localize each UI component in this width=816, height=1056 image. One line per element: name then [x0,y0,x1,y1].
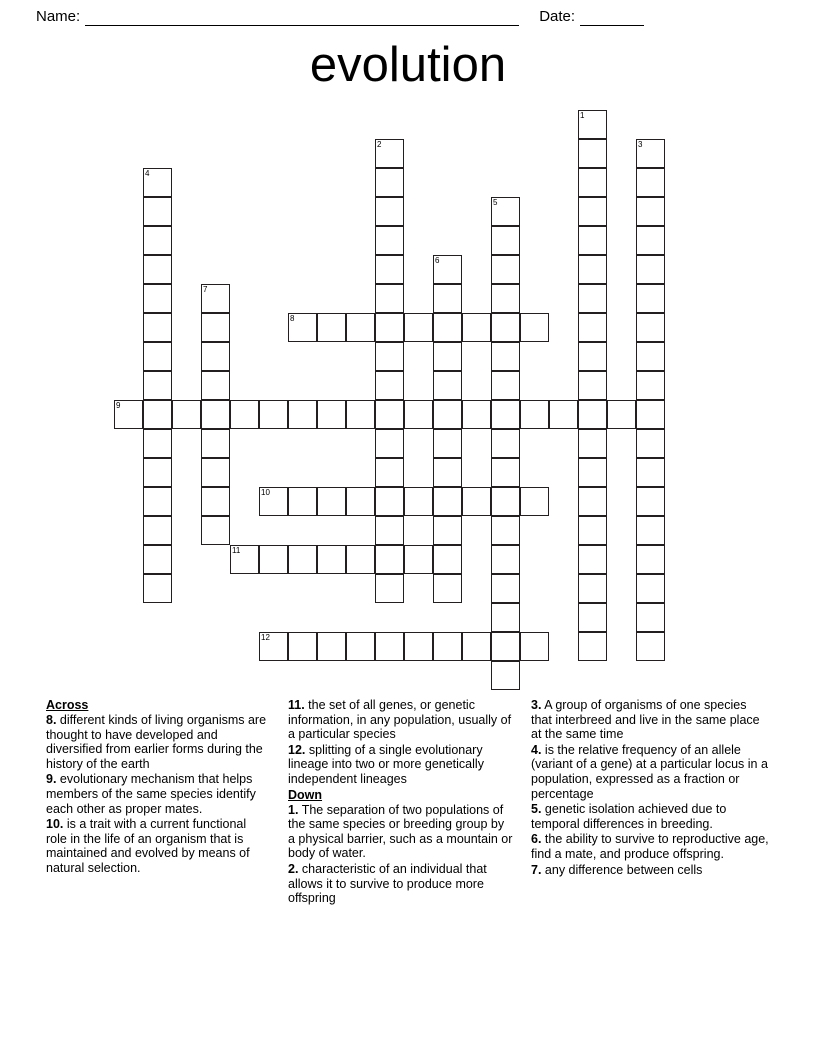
grid-cell[interactable] [578,342,607,371]
down-heading: Down [288,787,323,802]
across-heading: Across [46,698,89,712]
clue-text: evolutionary mechanism that helps members of the same species identify each other as proper mates. [46,772,256,816]
clue-text: different kinds of living organisms are thought to have developed and diversified from earlier forms during the history of the earth [46,713,267,771]
grid-cell[interactable] [636,429,665,458]
grid-cell[interactable] [375,632,404,661]
grid-cell[interactable] [317,487,346,516]
clue-number: 7. [531,862,542,877]
grid-cell[interactable] [578,226,607,255]
grid-cell[interactable] [375,574,404,603]
grid-cell[interactable] [143,342,172,371]
clue-across-8[interactable] [46,713,268,771]
grid-cell[interactable] [288,632,317,661]
grid-cell[interactable] [143,487,172,516]
clue-text: the set of all genes, or genetic information, in any population, usually of a particular species [288,698,512,742]
grid-cell[interactable] [636,284,665,313]
grid-cell[interactable] [520,487,549,516]
clue-number: 11. [288,698,305,712]
grid-cell[interactable] [143,429,172,458]
grid-cell[interactable] [375,400,404,429]
grid-cell[interactable] [433,255,462,284]
grid-cell[interactable] [578,400,607,429]
cell-number: 2 [377,140,382,149]
grid-cell[interactable] [404,313,433,342]
grid-cell[interactable] [288,313,317,342]
grid-cell[interactable] [201,400,230,429]
clue-text: A group of organisms of one species that interbreed and live in the same place at the same time [531,698,760,742]
grid-cell[interactable] [578,545,607,574]
grid-cell[interactable] [230,545,259,574]
clue-across-10[interactable] [46,817,268,875]
cell-number: 6 [435,256,440,265]
grid-cell[interactable] [317,632,346,661]
grid-cell[interactable] [375,342,404,371]
cell-number: 9 [116,401,121,410]
grid-cell[interactable] [375,516,404,545]
grid-cell[interactable] [433,284,462,313]
grid-cell[interactable] [143,516,172,545]
grid-cell[interactable] [433,545,462,574]
grid-cell[interactable] [578,516,607,545]
grid-cell[interactable] [433,516,462,545]
grid-cell[interactable] [636,313,665,342]
grid-cell[interactable] [491,487,520,516]
cell-number: 8 [290,314,295,323]
clue-down-4[interactable] [531,743,769,801]
grid-cell[interactable] [491,197,520,226]
grid-cell[interactable] [636,603,665,632]
grid-cell[interactable] [578,574,607,603]
page-title: evolution [309,38,507,92]
grid-cell[interactable] [433,400,462,429]
clue-number: 8. [46,713,57,727]
grid-cell[interactable] [578,197,607,226]
grid-cell[interactable] [433,574,462,603]
clue-column-1 [46,698,268,877]
grid-cell[interactable] [143,400,172,429]
clue-text: The separation of two populations of the same species or breeding group by a physical barrier, such as a mountain or body of water. [288,802,513,861]
grid-cell[interactable] [462,400,491,429]
grid-cell[interactable] [433,458,462,487]
grid-cell[interactable] [375,226,404,255]
cell-number: 3 [638,140,643,149]
grid-cell[interactable] [578,168,607,197]
clue-text: the ability to survive to reproductive age, find a mate, and produce offspring. [531,832,769,861]
grid-cell[interactable] [636,400,665,429]
grid-cell[interactable] [462,487,491,516]
grid-cell[interactable] [114,400,143,429]
grid-cell[interactable] [433,632,462,661]
grid-cell[interactable] [578,110,607,139]
clue-number: 6. [531,832,542,847]
cell-number: 10 [261,488,270,497]
grid-cell[interactable] [404,545,433,574]
grid-cell[interactable] [636,545,665,574]
grid-cell[interactable] [607,400,636,429]
clue-text: genetic isolation achieved due to temporal differences in breeding. [531,802,727,831]
grid-cell[interactable] [578,429,607,458]
grid-cell[interactable] [375,487,404,516]
grid-cell[interactable] [259,487,288,516]
grid-cell[interactable] [143,255,172,284]
clues-area [0,698,816,958]
grid-cell[interactable] [491,661,520,690]
clue-number: 4. [531,742,542,757]
grid-cell[interactable] [578,371,607,400]
grid-cell[interactable] [578,603,607,632]
grid-cell[interactable] [636,574,665,603]
grid-cell[interactable] [636,197,665,226]
grid-cell[interactable] [636,139,665,168]
grid-cell[interactable] [143,545,172,574]
grid-cell[interactable] [636,226,665,255]
grid-cell[interactable] [636,255,665,284]
clue-text: any difference between cells [544,862,703,877]
grid-cell[interactable] [143,458,172,487]
grid-cell[interactable] [259,632,288,661]
grid-cell[interactable] [143,197,172,226]
grid-cell[interactable] [578,632,607,661]
grid-cell[interactable] [143,574,172,603]
grid-cell[interactable] [520,400,549,429]
grid-cell[interactable] [549,400,578,429]
grid-cell[interactable] [375,545,404,574]
grid-cell[interactable] [317,313,346,342]
cell-number: 7 [203,285,208,294]
grid-cell[interactable] [375,168,404,197]
grid-cell[interactable] [491,371,520,400]
grid-cell[interactable] [578,487,607,516]
grid-cell[interactable] [636,487,665,516]
grid-cell[interactable] [491,458,520,487]
grid-cell[interactable] [317,545,346,574]
grid-cell[interactable] [578,313,607,342]
grid-cell[interactable] [201,516,230,545]
grid-cell[interactable] [172,400,201,429]
grid-cell[interactable] [491,342,520,371]
grid-cell[interactable] [346,487,375,516]
date-label: Date: [539,8,576,25]
grid-cell[interactable] [433,487,462,516]
grid-cell[interactable] [201,342,230,371]
grid-cell[interactable] [143,284,172,313]
grid-cell[interactable] [636,371,665,400]
clue-number: 3. [531,698,542,712]
clue-down-2[interactable] [288,862,514,906]
grid-cell[interactable] [375,458,404,487]
clue-number: 10. [46,817,64,832]
grid-cell[interactable] [201,458,230,487]
grid-cell[interactable] [346,400,375,429]
grid-cell[interactable] [578,284,607,313]
grid-cell[interactable] [433,313,462,342]
grid-cell[interactable] [462,632,491,661]
clue-across-12[interactable] [288,743,514,787]
grid-cell[interactable] [578,255,607,284]
grid-cell[interactable] [375,313,404,342]
grid-cell[interactable] [201,371,230,400]
grid-cell[interactable] [230,400,259,429]
grid-cell[interactable] [201,429,230,458]
clue-across-11[interactable] [288,698,514,742]
clue-down-3[interactable] [531,698,769,742]
clue-across-9[interactable] [46,772,268,816]
grid-cell[interactable] [520,313,549,342]
clue-down-5[interactable] [531,802,769,831]
grid-cell[interactable] [143,371,172,400]
grid-cell[interactable] [636,516,665,545]
clue-column-2 [288,698,514,907]
grid-cell[interactable] [462,313,491,342]
grid-cell[interactable] [143,168,172,197]
grid-cell[interactable] [433,371,462,400]
grid-cell[interactable] [433,342,462,371]
grid-cell[interactable] [636,458,665,487]
grid-cell[interactable] [288,545,317,574]
cell-number: 5 [493,198,498,207]
grid-cell[interactable] [491,574,520,603]
grid-cell[interactable] [578,458,607,487]
clue-number: 2. [288,861,299,876]
grid-cell[interactable] [491,632,520,661]
grid-cell[interactable] [375,284,404,313]
grid-cell[interactable] [636,168,665,197]
clue-number: 12. [288,742,306,757]
clue-down-6[interactable] [531,832,769,861]
grid-cell[interactable] [636,342,665,371]
grid-cell[interactable] [346,313,375,342]
grid-cell[interactable] [375,371,404,400]
cell-number: 4 [145,169,150,178]
grid-cell[interactable] [491,545,520,574]
grid-cell[interactable] [259,545,288,574]
cell-number: 12 [261,633,270,642]
grid-cell[interactable] [491,313,520,342]
grid-cell[interactable] [346,632,375,661]
clue-column-3 [531,698,769,878]
cell-number: 11 [232,546,241,555]
grid-cell[interactable] [288,487,317,516]
grid-cell[interactable] [491,603,520,632]
grid-cell[interactable] [491,516,520,545]
grid-cell[interactable] [491,400,520,429]
grid-cell[interactable] [404,400,433,429]
grid-cell[interactable] [578,139,607,168]
clue-down-7[interactable] [531,863,769,878]
grid-cell[interactable] [491,429,520,458]
grid-cell[interactable] [201,313,230,342]
clue-number: 9. [46,772,57,787]
grid-cell[interactable] [375,255,404,284]
clue-text: splitting of a single evolutionary lineage into two or more genetically independent lineages [288,742,484,786]
grid-cell[interactable] [491,284,520,313]
grid-cell[interactable] [404,632,433,661]
grid-cell[interactable] [375,139,404,168]
grid-cell[interactable] [636,632,665,661]
grid-cell[interactable] [201,284,230,313]
grid-cell[interactable] [259,400,288,429]
grid-cell[interactable] [317,400,346,429]
grid-cell[interactable] [143,313,172,342]
grid-cell[interactable] [433,429,462,458]
clue-number: 5. [531,802,542,817]
grid-cell[interactable] [375,197,404,226]
grid-cell[interactable] [201,487,230,516]
grid-cell[interactable] [491,226,520,255]
grid-cell[interactable] [288,400,317,429]
clue-text: characteristic of an individual that allows it to survive to produce more offspring [288,861,487,906]
clue-text: is the relative frequency of an allele (variant of a gene) at a particular locus in a population, expressed as a fraction or percentage [531,742,768,801]
grid-cell[interactable] [404,487,433,516]
clue-number: 1. [288,802,299,817]
grid-cell[interactable] [375,429,404,458]
grid-cell[interactable] [491,255,520,284]
grid-cell[interactable] [346,545,375,574]
cell-number: 1 [580,111,585,120]
grid-cell[interactable] [143,226,172,255]
name-label: Name: [36,8,81,25]
clue-text: is a trait with a current functional role in the life of an organism that is maintained and evolved by means of natural selection. [46,817,250,875]
grid-cell[interactable] [520,632,549,661]
clue-down-1[interactable] [288,803,514,861]
